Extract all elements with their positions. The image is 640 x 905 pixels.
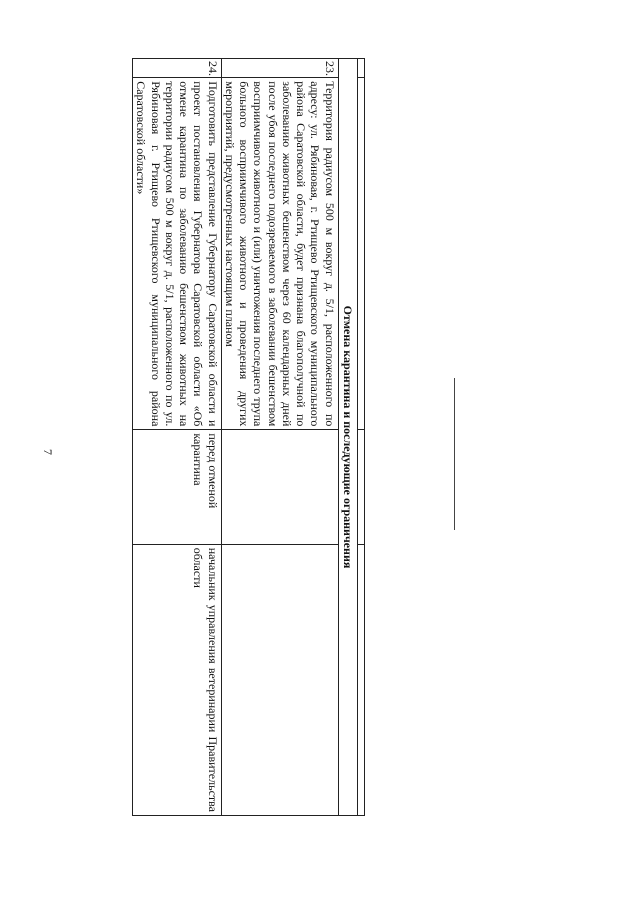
section-title: Отмена карантина и последующие ограничения [338, 59, 357, 816]
spacer-cell [358, 544, 365, 815]
table-header-spacer-row [358, 59, 365, 816]
row-description: Подготовить представление Губернатору Саратовской области и проект постановления Губернатора Саратовской области «Об отмене карантина по заболеванию бешенством животных на территории радиусом 500 м вокруг д. 5/1, расположенного по ул. Рябиновая г. Ртищево Ртищевского муниципального района Саратовской области» [133, 78, 222, 430]
page-number: 7 [41, 449, 55, 455]
signature-separator-line [454, 378, 455, 530]
row-responsible: начальник управления ветеринарии Правительства области [133, 544, 222, 815]
spacer-cell [358, 59, 365, 78]
section-header-row [338, 59, 357, 816]
quarantine-table-container [93, 58, 365, 816]
row-term: перед отменой карантина [133, 430, 222, 544]
table-row [133, 59, 222, 816]
spacer-cell [358, 78, 365, 430]
row-term [221, 430, 338, 544]
table-row [221, 59, 338, 816]
row-description: Территория радиусом 500 м вокруг д. 5/1, расположенного по адресу: ул. Рябиновая, г. Ртищево Ртищевского муниципального района Саратовской области, будет признана благополучной по заболеванию животных бешенством через 60 календарных дней после убоя последнего подозреваемого в заболевании бешенством восприимчивого животного и (или) уничтожения последнего трупа больного восприимчивого животного и проведения других мероприятий, предусмотренных настоящим планом [221, 78, 338, 430]
row-responsible [221, 544, 338, 815]
row-number: 23. [221, 59, 338, 78]
row-number: 24. [133, 59, 222, 78]
spacer-cell [358, 430, 365, 544]
quarantine-table [132, 58, 365, 816]
